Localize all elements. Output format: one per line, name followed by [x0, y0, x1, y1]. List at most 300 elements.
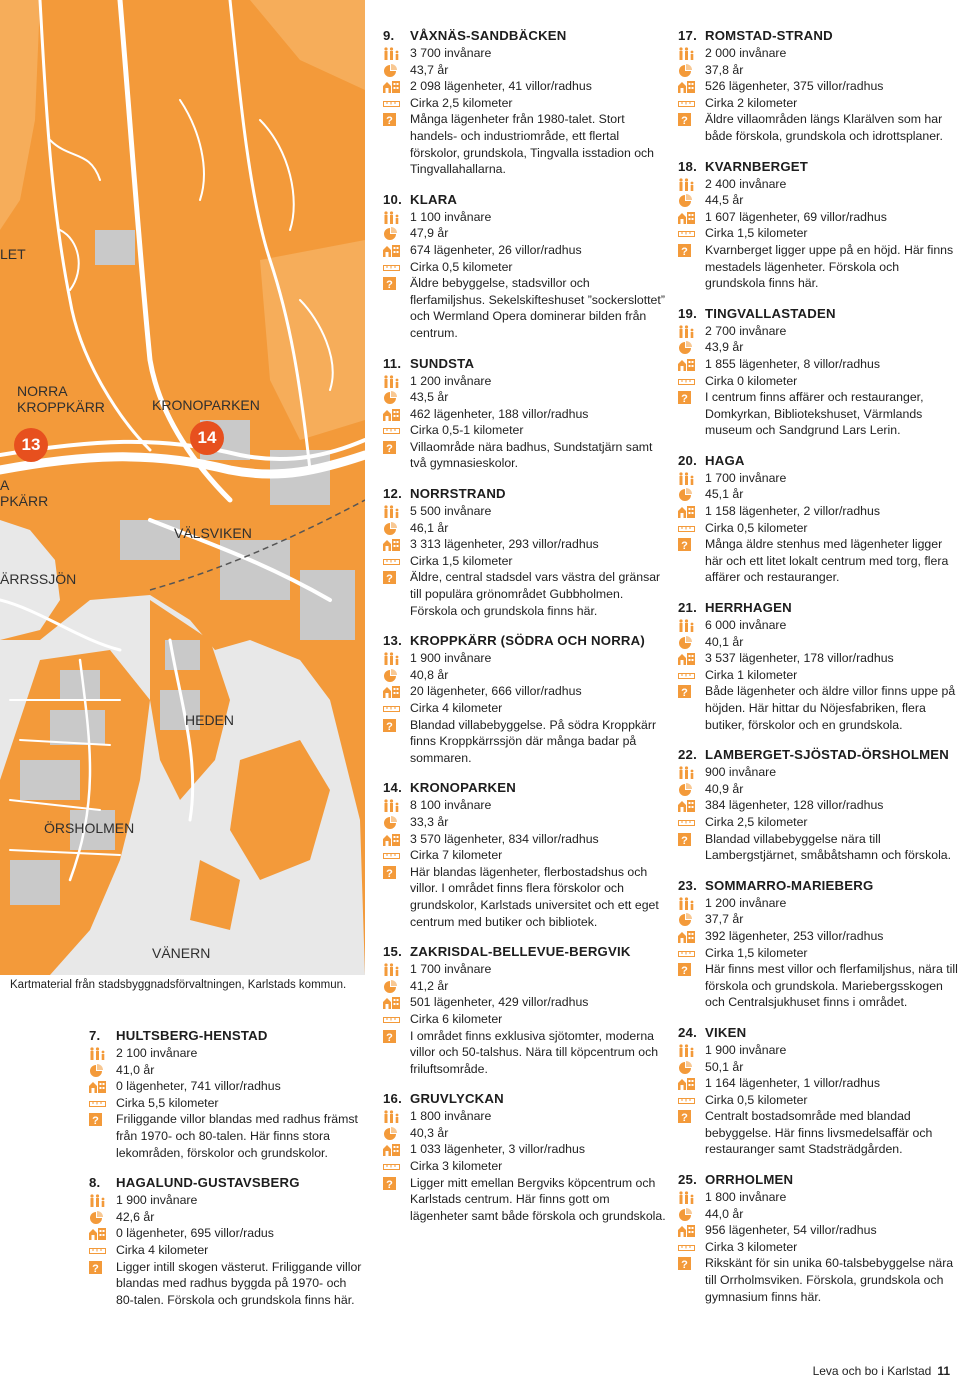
district-entry [383, 779, 668, 930]
district-number: 24. [678, 1024, 697, 1040]
ruler-icon [383, 424, 400, 437]
district-heading [383, 355, 668, 373]
housing-row [89, 1225, 364, 1242]
info-row [383, 1028, 668, 1078]
district-name: SUNDSTA [410, 355, 475, 371]
district-number: 23. [678, 877, 697, 893]
people-icon [383, 375, 400, 388]
distance-value: Cirka 0 kilometer [705, 373, 798, 388]
residents-row [678, 45, 958, 62]
question-icon [89, 1261, 106, 1274]
district-number: 10. [383, 191, 402, 207]
housing-value: 1 164 lägenheter, 1 villor/radhus [705, 1076, 881, 1091]
age-value: 44,5 år [705, 193, 744, 208]
age-row [678, 62, 958, 79]
houses-icon [678, 1077, 695, 1090]
housing-row [678, 650, 958, 667]
question-icon [383, 113, 400, 126]
residents-row [383, 209, 668, 226]
people-icon [383, 1110, 400, 1123]
distance-row [678, 945, 958, 962]
residents-row [678, 470, 958, 487]
info-text: Här blandas lägenheter, flerbostadshus och villor. I området finns flera förskolor och grundskolor, Karlstads universitet och ett eget centrum med butiker och bibliotek. [410, 864, 659, 929]
info-row [678, 1108, 958, 1158]
info-row [678, 389, 958, 439]
housing-row [383, 242, 668, 259]
houses-icon [678, 799, 695, 812]
age-row [383, 225, 668, 242]
info-text: Friliggande villor blandas med radhus främst från 1970- och 80-talen. Här finns stora lekområden, förskolor och grundskolor. [116, 1112, 358, 1160]
svg-text:?: ? [386, 867, 393, 879]
age-row [678, 1059, 958, 1076]
map-label-arrssjon: ÄRRSSJÖN [0, 571, 77, 587]
map-credit: Kartmaterial från stadsbyggnadsförvaltningen, Karlstads kommun. [10, 979, 347, 991]
info-row [678, 536, 958, 586]
age-value: 40,1 år [705, 634, 744, 649]
question-icon [383, 441, 400, 454]
age-value: 42,6 år [116, 1209, 155, 1224]
houses-icon [678, 211, 695, 224]
pie-icon [89, 1064, 106, 1077]
svg-text:?: ? [92, 1115, 99, 1127]
people-icon [678, 47, 695, 60]
people-icon [678, 1191, 695, 1204]
district-heading [678, 27, 958, 45]
district-number: 18. [678, 158, 697, 174]
ruler-icon [678, 947, 695, 960]
housing-row [678, 928, 958, 945]
svg-text:?: ? [386, 720, 393, 732]
distance-row [678, 1239, 958, 1256]
people-icon [383, 963, 400, 976]
district-number: 9. [383, 28, 395, 43]
info-row [383, 439, 668, 472]
residents-value: 1 700 invånare [705, 470, 787, 485]
district-entry [678, 27, 958, 145]
district-heading [383, 27, 668, 45]
district-entry [89, 1174, 364, 1308]
houses-icon [678, 358, 695, 371]
district-heading [678, 452, 958, 470]
distance-value: Cirka 2 kilometer [705, 95, 798, 110]
info-text: Här finns mest villor och flerfamiljshus, nära till förskola och grundskola. Mariebergsskogen och Centralsjukhuset finns i området. [705, 962, 958, 1010]
district-heading [383, 943, 668, 961]
pie-icon [678, 636, 695, 649]
district-heading [678, 599, 958, 617]
district-name: HERRHAGEN [705, 600, 792, 616]
question-icon [678, 244, 695, 257]
housing-value: 956 lägenheter, 54 villor/radhus [705, 1223, 877, 1238]
map [0, 0, 365, 975]
svg-text:?: ? [92, 1262, 99, 1274]
houses-icon [678, 80, 695, 93]
distance-row [678, 1092, 958, 1109]
ruler-icon [383, 555, 400, 568]
district-name: TINGVALLASTADEN [705, 305, 836, 321]
info-text: Äldre villaområden längs Klarälven som har både förskola, grundskola och idrottsplaner. [705, 112, 943, 143]
distance-value: Cirka 0,5-1 kilometer [410, 423, 524, 438]
district-entry [678, 599, 958, 733]
district-heading [383, 1090, 668, 1108]
svg-text:?: ? [386, 573, 393, 585]
district-heading [383, 485, 668, 503]
housing-value: 392 lägenheter, 253 villor/radhus [705, 928, 884, 943]
map-badge-13: 13 [14, 428, 48, 462]
question-icon [678, 391, 695, 404]
distance-value: Cirka 0,5 kilometer [410, 259, 513, 274]
district-entry [678, 158, 958, 292]
distance-value: Cirka 1,5 kilometer [705, 945, 808, 960]
info-row [383, 275, 668, 341]
pie-icon [383, 1127, 400, 1140]
ruler-icon [678, 522, 695, 535]
housing-row [89, 1078, 364, 1095]
distance-value: Cirka 2,5 kilometer [410, 95, 513, 110]
houses-icon [383, 408, 400, 421]
column-1 [89, 1027, 364, 1321]
distance-value: Cirka 1 kilometer [705, 667, 798, 682]
housing-row [383, 1141, 668, 1158]
question-icon [383, 1030, 400, 1043]
ruler-icon [678, 669, 695, 682]
age-row [383, 814, 668, 831]
info-text: Många äldre stenhus med lägenheter ligger här och ett litet lokalt centrum med torg, flera affärer och restauranger. [705, 537, 949, 585]
housing-row [383, 994, 668, 1011]
question-icon [89, 1113, 106, 1126]
residents-value: 2 000 invånare [705, 46, 787, 60]
ruler-icon [89, 1244, 106, 1257]
district-name: VÅXNÄS-SANDBÄCKEN [410, 28, 567, 43]
housing-row [678, 503, 958, 520]
map-label-valsviken: VÄLSVIKEN [174, 525, 252, 541]
housing-value: 20 lägenheter, 666 villor/radhus [410, 684, 582, 699]
district-heading [383, 779, 668, 797]
residents-row [89, 1192, 364, 1209]
housing-row [678, 1222, 958, 1239]
age-row [678, 634, 958, 651]
housing-value: 3 313 lägenheter, 293 villor/radhus [410, 537, 599, 552]
residents-row [383, 45, 668, 62]
houses-icon [678, 1224, 695, 1237]
question-icon [678, 833, 695, 846]
info-text: I centrum finns affärer och restauranger, Domkyrkan, Bibliotekshuset, Värmlands museum och Sandgrund Lars Lerin. [705, 390, 924, 438]
info-text: Blandad villabebyggelse. På södra Kroppkärr finns Kroppkärrssjön där många badar på sommaren. [410, 717, 657, 765]
column-2 [383, 27, 668, 1237]
housing-row [678, 797, 958, 814]
residents-row [678, 1189, 958, 1206]
info-row [89, 1259, 364, 1309]
district-number: 19. [678, 305, 697, 321]
age-value: 40,3 år [410, 1125, 449, 1140]
pie-icon [678, 194, 695, 207]
people-icon [89, 1194, 106, 1207]
info-row [383, 111, 668, 177]
age-value: 43,5 år [410, 390, 449, 405]
housing-value: 3 537 lägenheter, 178 villor/radhus [705, 651, 894, 666]
question-icon [383, 719, 400, 732]
ruler-icon [383, 702, 400, 715]
info-text: Ligger intill skogen västerut. Friliggande villor blandas med radhus byggda på 1970- och 80-talen. Förskola och grundskola finns här. [116, 1259, 362, 1307]
svg-text:?: ? [681, 115, 688, 127]
housing-row [383, 683, 668, 700]
info-row [678, 242, 958, 292]
residents-value: 5 500 invånare [410, 504, 492, 519]
district-heading [678, 877, 958, 895]
district-number: 12. [383, 486, 402, 502]
question-icon [383, 866, 400, 879]
pie-icon [383, 980, 400, 993]
housing-row [383, 536, 668, 553]
age-row [678, 781, 958, 798]
district-name: SOMMARRO-MARIEBERG [705, 877, 874, 893]
district-heading [678, 158, 958, 176]
svg-text:?: ? [386, 279, 393, 291]
ruler-icon [678, 1094, 695, 1107]
info-text: Många lägenheter från 1980-talet. Stort handels- och industriområde, ett flertal förskolor, grundskola, Tingvalla isstadion och Tingvallahallarna. [410, 112, 655, 177]
ruler-icon [383, 261, 400, 274]
info-row [383, 864, 668, 930]
age-value: 44,0 år [705, 1206, 744, 1221]
district-number: 16. [383, 1091, 402, 1107]
info-text: Kvarnberget ligger uppe på en höjd. Här finns mestadels lägenheter. Förskola och grundskola finns här. [705, 242, 954, 291]
column-3 [678, 27, 958, 1318]
map-badge-14: 14 [190, 421, 224, 455]
housing-value: 2 098 lägenheter, 41 villor/radhus [410, 79, 592, 94]
district-entry [89, 1027, 364, 1161]
housing-value: 501 lägenheter, 429 villor/radhus [410, 995, 589, 1010]
info-row [678, 1255, 958, 1305]
distance-value: Cirka 2,5 kilometer [705, 814, 808, 829]
district-name: KLARA [410, 191, 458, 207]
people-icon [383, 211, 400, 224]
ruler-icon [678, 816, 695, 829]
ruler-icon [678, 1241, 695, 1254]
info-row [383, 717, 668, 767]
people-icon [678, 897, 695, 910]
district-entry [383, 1090, 668, 1224]
district-entry [678, 452, 958, 586]
pie-icon [383, 391, 400, 404]
district-heading [678, 305, 958, 323]
people-icon [678, 619, 695, 632]
people-icon [678, 472, 695, 485]
people-icon [678, 766, 695, 779]
residents-row [678, 1042, 958, 1059]
svg-text:?: ? [681, 965, 688, 977]
houses-icon [678, 652, 695, 665]
district-entry [383, 27, 668, 178]
age-value: 33,3 år [410, 814, 449, 829]
houses-icon [383, 685, 400, 698]
map-label-kronoparken: KRONOPARKEN [152, 397, 260, 413]
map-label-norra-kroppkarr: NORRA KROPPKÄRR [17, 383, 105, 415]
district-name: NORRSTRAND [410, 486, 506, 502]
distance-row [89, 1242, 364, 1259]
question-icon [383, 571, 400, 584]
residents-row [383, 503, 668, 520]
houses-icon [89, 1080, 106, 1093]
distance-row [383, 700, 668, 717]
residents-value: 6 000 invånare [705, 618, 787, 633]
question-icon [678, 538, 695, 551]
district-name: ORRHOLMEN [705, 1172, 794, 1188]
ruler-icon [89, 1097, 106, 1110]
houses-icon [383, 996, 400, 1009]
age-value: 47,9 år [410, 226, 449, 241]
distance-row [678, 373, 958, 390]
residents-row [383, 373, 668, 390]
age-value: 40,8 år [410, 667, 449, 682]
info-text: Ligger mitt emellan Bergviks köpcentrum och Karlstads centrum. Här finns gott om lägenheter samt både förskola och grundskola. [410, 1175, 666, 1223]
district-name: ZAKRISDAL-BELLEVUE-BERGVIK [410, 944, 631, 960]
info-text: Äldre bebyggelse, stadsvillor och flerfamiljshus. Sekelskifteshuset ”sockerslottet” och Wermland Opera dominerar bilden från centrum. [410, 276, 665, 340]
houses-icon [383, 80, 400, 93]
pie-icon [678, 488, 695, 501]
ruler-icon [383, 1160, 400, 1173]
footer-title: Leva och bo i Karlstad [812, 1364, 932, 1378]
age-row [678, 1206, 958, 1223]
distance-row [383, 259, 668, 276]
district-entry [678, 746, 958, 864]
residents-row [678, 176, 958, 193]
district-name: KRONOPARKEN [410, 780, 516, 796]
district-heading [678, 1171, 958, 1189]
info-text: Villaområde nära badhus, Sundstatjärn samt två gymnasieskolor. [410, 439, 653, 471]
residents-row [383, 797, 668, 814]
people-icon [678, 325, 695, 338]
residents-value: 2 100 invånare [116, 1046, 198, 1060]
ruler-icon [383, 849, 400, 862]
ruler-icon [678, 227, 695, 240]
district-number: 7. [89, 1028, 101, 1043]
district-number: 21. [678, 600, 697, 616]
residents-value: 1 200 invånare [410, 373, 492, 388]
district-name: KROPPKÄRR (SÖDRA OCH NORRA) [410, 633, 645, 649]
svg-text:?: ? [681, 687, 688, 699]
people-icon [89, 1047, 106, 1060]
svg-text:?: ? [681, 1259, 688, 1271]
age-value: 43,9 år [705, 340, 744, 355]
svg-text:?: ? [386, 1178, 393, 1190]
distance-row [678, 667, 958, 684]
residents-row [383, 650, 668, 667]
housing-value: 526 lägenheter, 375 villor/radhus [705, 79, 884, 94]
distance-value: Cirka 4 kilometer [116, 1242, 209, 1257]
map-label-a-pkarr: A PKÄRR [0, 477, 49, 509]
housing-row [383, 406, 668, 423]
district-entry [383, 355, 668, 473]
residents-row [678, 895, 958, 912]
question-icon [678, 963, 695, 976]
age-value: 46,1 år [410, 520, 449, 535]
pie-icon [383, 64, 400, 77]
info-text: Centralt bostadsområde med blandad bebyggelse. Här finns livsmedelsaffär och restauranger samt Stadsträdgården. [705, 1109, 933, 1157]
people-icon [678, 178, 695, 191]
district-number: 22. [678, 747, 697, 763]
distance-value: Cirka 0,5 kilometer [705, 520, 808, 535]
residents-row [89, 1045, 364, 1062]
age-row [383, 520, 668, 537]
district-number: 14. [383, 780, 402, 796]
ruler-icon [383, 97, 400, 110]
distance-row [678, 520, 958, 537]
svg-text:?: ? [681, 540, 688, 552]
age-value: 40,9 år [705, 781, 744, 796]
district-heading [678, 746, 958, 764]
age-row [678, 486, 958, 503]
houses-icon [383, 1143, 400, 1156]
district-number: 20. [678, 452, 697, 468]
distance-value: Cirka 7 kilometer [410, 848, 503, 863]
distance-row [678, 95, 958, 112]
pie-icon [383, 227, 400, 240]
age-row [89, 1209, 364, 1226]
residents-value: 8 100 invånare [410, 798, 492, 813]
age-value: 41,2 år [410, 978, 449, 993]
residents-value: 1 100 invånare [410, 209, 492, 224]
page-number: 11 [937, 1364, 950, 1378]
residents-value: 1 900 invånare [410, 651, 492, 666]
distance-row [89, 1095, 364, 1112]
pie-icon [678, 913, 695, 926]
people-icon [383, 652, 400, 665]
district-number: 17. [678, 28, 697, 43]
age-row [383, 667, 668, 684]
distance-value: Cirka 0,5 kilometer [705, 1092, 808, 1107]
age-row [383, 978, 668, 995]
residents-row [678, 617, 958, 634]
distance-row [383, 95, 668, 112]
housing-row [678, 1075, 958, 1092]
district-name: ROMSTAD-STRAND [705, 28, 833, 43]
distance-row [678, 225, 958, 242]
svg-text:?: ? [681, 1112, 688, 1124]
housing-row [678, 356, 958, 373]
distance-row [383, 1158, 668, 1175]
residents-value: 1 900 invånare [705, 1042, 787, 1057]
residents-row [678, 764, 958, 781]
info-text: I området finns exklusiva sjötomter, moderna villor och 50-talshus. Nära till köpcentrum och friluftsområde. [410, 1028, 659, 1076]
district-number: 15. [383, 944, 402, 960]
houses-icon [89, 1227, 106, 1240]
housing-row [383, 831, 668, 848]
age-row [89, 1062, 364, 1079]
page-footer [813, 1364, 950, 1378]
residents-row [678, 323, 958, 340]
ruler-icon [678, 97, 695, 110]
housing-value: 384 lägenheter, 128 villor/radhus [705, 798, 884, 813]
district-entry [678, 1171, 958, 1305]
houses-icon [678, 930, 695, 943]
district-heading [383, 191, 668, 209]
question-icon [678, 1257, 695, 1270]
pie-icon [678, 1208, 695, 1221]
age-value: 37,8 år [705, 62, 744, 77]
district-name: GRUVLYCKAN [410, 1091, 504, 1107]
district-heading [383, 632, 668, 650]
people-icon [678, 1044, 695, 1057]
houses-icon [383, 244, 400, 257]
housing-value: 674 lägenheter, 26 villor/radhus [410, 242, 582, 257]
residents-value: 1 800 invånare [410, 1109, 492, 1124]
ruler-icon [383, 1013, 400, 1026]
map-label-heden: HEDEN [185, 712, 235, 728]
question-icon [678, 1110, 695, 1123]
svg-text:?: ? [386, 1031, 393, 1043]
distance-row [383, 553, 668, 570]
people-icon [383, 47, 400, 60]
info-row [383, 1175, 668, 1225]
